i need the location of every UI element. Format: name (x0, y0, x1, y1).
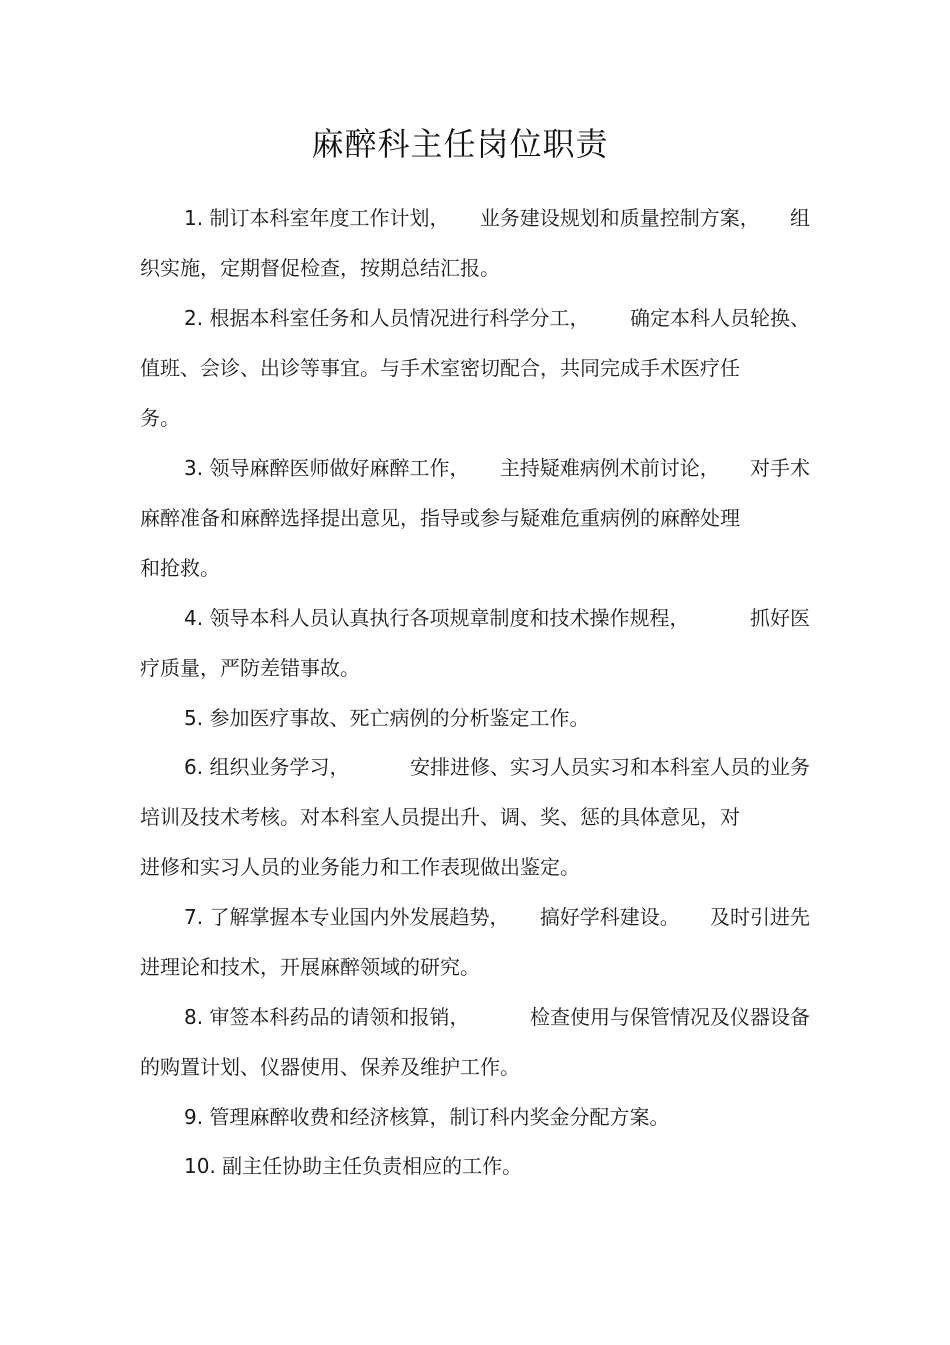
duty-line (184, 703, 589, 733)
duty-text-segment: 搞好学科建设。 (539, 905, 680, 929)
document-title: 麻醉科主任岗位职责 (311, 125, 609, 163)
duty-text-segment: 进理论和技术，开展麻醉领域的研究。 (140, 955, 480, 979)
duty-line (184, 303, 810, 333)
duty-text-segment: 8. 审签本科药品的请领和报销， (184, 1005, 470, 1029)
duty-line (140, 952, 480, 982)
duty-line (184, 752, 810, 782)
duty-line (184, 453, 810, 483)
duty-line (140, 353, 740, 383)
duty-text-segment: 对手术 (749, 456, 810, 480)
duty-text-segment: 及时引进先 (709, 905, 810, 929)
duty-text-segment: 织实施，定期督促检查，按期总结汇报。 (140, 256, 500, 280)
duty-text-segment: 6. 组织业务学习， (184, 755, 350, 779)
duty-text-segment: 疗质量，严防差错事故。 (140, 656, 360, 680)
duty-line (140, 553, 220, 583)
duty-line (140, 503, 740, 533)
duty-line (140, 1052, 520, 1082)
duty-text-segment: 3. 领导麻醉医师做好麻醉工作， (184, 456, 470, 480)
duty-line (184, 1151, 522, 1181)
duty-line (140, 852, 580, 882)
duty-text-segment: 确定本科人员轮换、 (630, 306, 810, 330)
duty-line (140, 802, 740, 832)
duty-text-segment: 1. 制订本科室年度工作计划， (184, 206, 450, 230)
duty-text-segment: 5. 参加医疗事故、死亡病例的分析鉴定工作。 (184, 706, 590, 730)
duty-text-segment: 的购置计划、仪器使用、保养及维护工作。 (140, 1055, 520, 1079)
duty-line (184, 1102, 669, 1132)
duty-text-segment: 安排进修、实习人员实习和本科室人员的业务 (410, 755, 810, 779)
duty-text-segment: 4. 领导本科人员认真执行各项规章制度和技术操作规程， (184, 606, 690, 630)
duty-text-segment: 7. 了解掌握本专业国内外发展趋势， (184, 905, 510, 929)
duty-line (140, 653, 360, 683)
duty-text-segment: 10. 副主任协助主任负责相应的工作。 (184, 1154, 523, 1178)
duty-line (184, 1002, 810, 1032)
duty-line (184, 203, 810, 233)
duty-line (184, 902, 810, 932)
duty-text-segment: 麻醉准备和麻醉选择提出意见，指导或参与疑难危重病例的麻醉处理 (140, 506, 740, 530)
duty-text-segment: 和抢救。 (140, 556, 220, 580)
duty-line (140, 403, 180, 433)
duty-text-segment: 主持疑难病例术前讨论， (499, 456, 720, 480)
duty-text-segment: 值班、会诊、出诊等事宜。与手术室密切配合，共同完成手术医疗任 (140, 356, 740, 380)
duty-text-segment: 务。 (140, 406, 180, 430)
duty-text-segment: 进修和实习人员的业务能力和工作表现做出鉴定。 (140, 855, 580, 879)
duty-text-segment: 培训及技术考核。对本科室人员提出升、调、奖、惩的具体意见，对 (140, 805, 740, 829)
duty-text-segment: 9. 管理麻醉收费和经济核算，制订科内奖金分配方案。 (184, 1105, 670, 1129)
duty-line (184, 603, 810, 633)
duty-text-segment: 2. 根据本科室任务和人员情况进行科学分工， (184, 306, 590, 330)
duty-line (140, 253, 500, 283)
duty-text-segment: 业务建设规划和质量控制方案， (479, 206, 760, 230)
duty-text-segment: 组 (789, 206, 810, 230)
duty-text-segment: 检查使用与保管情况及仪器设备 (530, 1005, 810, 1029)
duty-text-segment: 抓好医 (750, 606, 810, 630)
